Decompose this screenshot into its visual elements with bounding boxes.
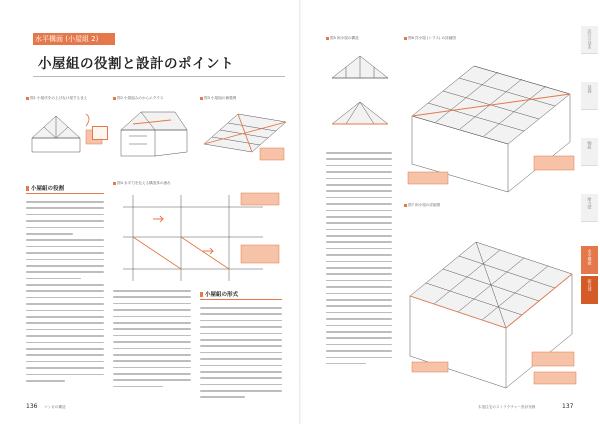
- folio-number-left: 136: [26, 403, 38, 410]
- section-heading-roles: 小屋組の役割: [26, 184, 64, 192]
- figure-5-diagram: [326, 44, 400, 140]
- page-gutter: [299, 0, 301, 424]
- page-title: 小屋組の役割と設計のポイント: [38, 56, 234, 72]
- sidebar-tab-2[interactable]: 基礎: [581, 82, 598, 110]
- sidebar-tab-6[interactable]: 接合部: [581, 276, 598, 304]
- body-text-col-1: [26, 201, 104, 386]
- figure-caption-6: 図6 洋小屋 (トラス) の詳細図: [404, 36, 456, 41]
- figure-caption-4: 図4 水平力を伝える構造体の流れ: [113, 181, 171, 186]
- section-rule-1: [26, 193, 104, 194]
- figure-4-diagram: [113, 189, 283, 285]
- figure-caption-3: 図3 小屋組の補強例: [200, 96, 236, 101]
- sidebar-tab-active[interactable]: 水平構面: [581, 246, 598, 274]
- body-text-col-2: [113, 290, 191, 392]
- figure-caption-7: 図7 和小屋の詳細図: [404, 203, 440, 208]
- figure-2-diagram: [113, 104, 193, 164]
- section-heading-types: 小屋組の形式: [200, 290, 238, 298]
- figure-3-diagram: [200, 104, 290, 164]
- section-rule-2: [200, 299, 282, 300]
- folio-label-right: 木造住宅のストラクチャー設計実務: [478, 405, 536, 409]
- folio-number-right: 137: [562, 403, 574, 410]
- body-text-col-4: [326, 152, 392, 369]
- figure-caption-1: 図1 小屋伏をの上げなけ屋するまえ: [26, 96, 87, 101]
- figure-7-diagram: [404, 212, 578, 396]
- figure-caption-5: 図5 和小屋の構造: [326, 36, 359, 41]
- figure-caption-2: 図2 小屋組みのからエクラス: [113, 96, 163, 101]
- note-fig1: [92, 126, 108, 140]
- chapter-badge: 水平構面 (小屋組 2): [33, 33, 115, 45]
- sidebar-tab-3[interactable]: 軸組: [581, 138, 598, 166]
- folio-label-left: マンガの構造: [44, 405, 66, 409]
- title-rule: [33, 76, 285, 77]
- sidebar-tab-1[interactable]: 設計の基本: [581, 26, 598, 54]
- figure-6-diagram: [404, 46, 578, 196]
- sidebar-tab-4[interactable]: 耐力壁: [581, 194, 598, 222]
- body-text-col-3: [200, 307, 282, 403]
